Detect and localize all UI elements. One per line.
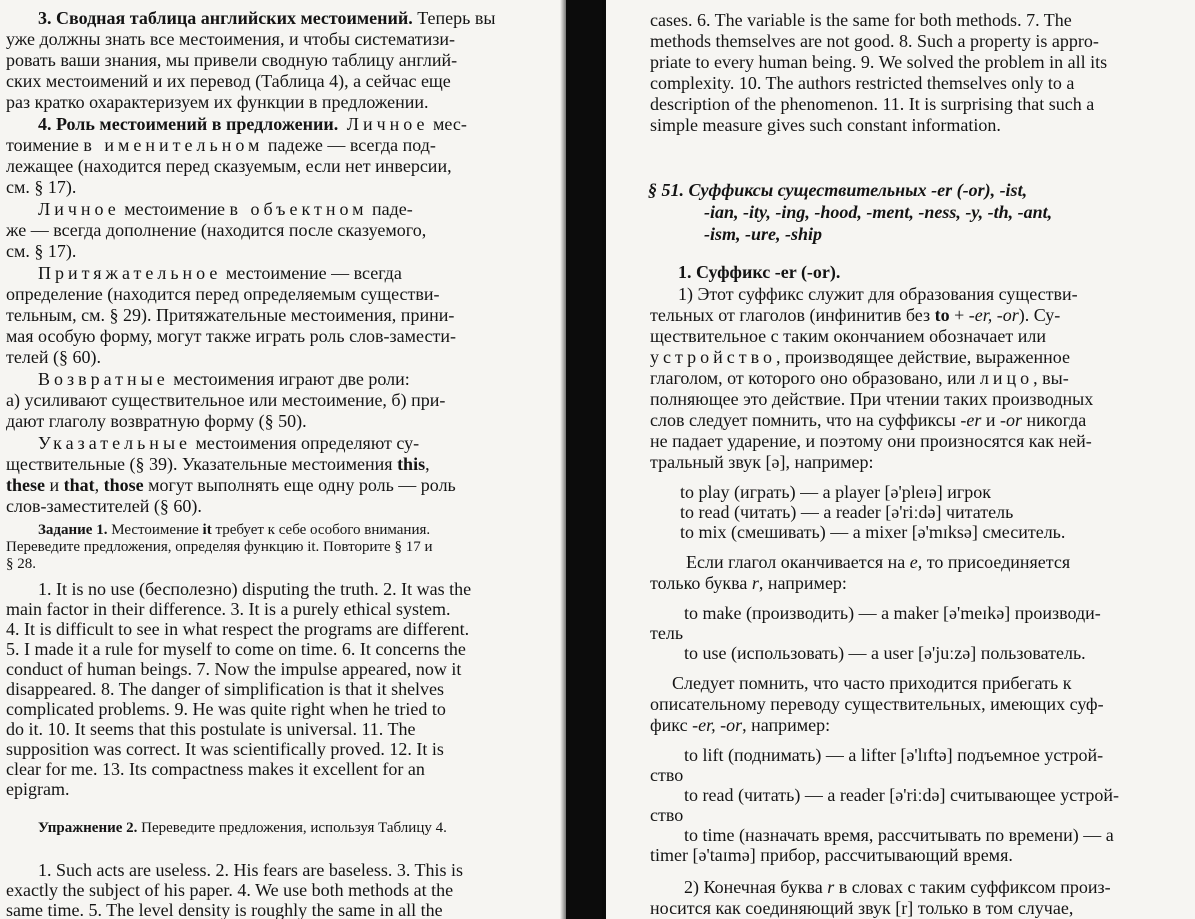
section-3-line-5: раз кратко охарактеризуем их функции в предложении. — [6, 92, 429, 112]
section-3-heading: 3. Сводная таблица английских местоимений. — [38, 8, 413, 28]
paragraph-1-line-6: полняющее это действие. При чтении таких производных — [650, 389, 1094, 409]
example-lift-line-1: to lift (поднимать) — a lifter [ə'lɪftə] подъемное устрой- — [684, 745, 1104, 765]
paragraph-3-line-2: описательному переводу существительных, имеющих суф- — [650, 694, 1104, 714]
section-heading-line-3: -ism, -ure, -ship — [704, 224, 823, 244]
exercise-1-line-6: disappeared. 8. The danger of simplification is that it shelves — [6, 679, 445, 699]
possessive-paragraph-line-3: тельным, см. § 29). Притяжательные местоимения, прини- — [6, 305, 455, 325]
continued-line-6: simple measure gives such constant information. — [650, 115, 1001, 135]
paragraph-1-line-9: тральный звук [ə], например: — [650, 452, 874, 472]
paragraph-1-line-8: не падает ударение, и поэтому они произносятся как ней- — [650, 431, 1092, 451]
section-4-heading: 4. Роль местоимений в предложении. — [38, 114, 339, 134]
example-read: to read (читать) — a reader [ə'riːdə] читатель — [680, 502, 1014, 522]
paragraph-1-line-1: 1) Этот суффикс служит для образования существи- — [678, 284, 1078, 304]
exercise-2-sentences-line-2: exactly the subject of his paper. 4. We use both methods at the — [6, 880, 454, 900]
right-page — [606, 0, 1195, 919]
section-3-line-1: 3. Сводная таблица английских местоимений. Теперь вы — [38, 8, 496, 28]
example-time-line-2: timer [ə'taɪmə] прибор, рассчитывающий время. — [650, 845, 1013, 865]
paragraph-1-line-2: тельных от глаголов (инфинитив без to + -er, -or). Су- — [650, 305, 1061, 325]
continued-line-3: priate to every human being. 9. We solved the problem in all its — [650, 52, 1108, 72]
demonstrative-paragraph-line-2: ществительные (§ 39). Указательные местоимения this, — [6, 454, 430, 474]
exercise-2-sentences-line-1: 1. Such acts are useless. 2. His fears are baseless. 3. This is — [38, 860, 464, 880]
demonstrative-paragraph-line-4: слов-заместителей (§ 60). — [6, 496, 202, 516]
example-use: to use (использовать) — a user [ə'juːzə] пользователь. — [684, 643, 1086, 663]
exercise-1-line-1: 1. It is no use (бесполезно) disputing the truth. 2. It was the — [38, 579, 472, 599]
section-heading-line-1: § 51. Суффиксы существительных -er (-or), -ist, — [648, 180, 1028, 200]
section-3-line-4: ских местоимений и их перевод (Таблица 4), а сейчас еще — [6, 71, 451, 91]
possessive-paragraph-line-5: телей (§ 60). — [6, 347, 101, 367]
example-make-line-1: to make (производить) — a maker [ə'meɪkə] производи- — [684, 603, 1101, 623]
paragraph-1-line-7: слов следует помнить, что на суффиксы -er и -or никогда — [650, 410, 1087, 430]
example-lift-line-2: ство — [650, 765, 684, 785]
exercise-1-line-4: 5. I made it a rule for myself to come on time. 6. It concerns the — [6, 639, 466, 659]
paragraph-1-line-3: ществительное с таким окончанием обозначает или — [650, 326, 1046, 346]
paragraph-2-line-2: только буква r, например: — [650, 573, 847, 593]
reflexive-paragraph-line-2: а) усиливают существительное или местоимение, б) при- — [6, 390, 446, 410]
paragraph-4-line-1: 2) Конечная буква r в словах с таким суффиксом произ- — [684, 877, 1111, 897]
task-1-line-3: § 28. — [6, 556, 36, 572]
example-read2-line-2: ство — [650, 805, 684, 825]
task-1-line-2: Переведите предложения, определяя функцию it. Повторите § 17 и — [6, 539, 433, 555]
objective-paragraph-line-2: же — всегда дополнение (находится после сказуемого, — [6, 220, 427, 240]
section-4-line-4: см. § 17). — [6, 177, 77, 197]
possessive-paragraph-line-2: определение (находится перед определяемым существи- — [6, 284, 440, 304]
continued-line-4: complexity. 10. The authors restricted themselves only to a — [650, 73, 1075, 93]
exercise-2-heading: Упражнение 2. — [38, 820, 138, 836]
paragraph-2-line-1: Если глагол оканчивается на e, то присоединяется — [686, 552, 1071, 572]
section-heading-line-2: -ian, -ity, -ing, -hood, -ment, -ness, -y, -th, -ant, — [704, 202, 1053, 222]
example-play: to play (играть) — a player [ə'pleɪə] игрок — [680, 482, 992, 502]
reflexive-paragraph-line-3: дают глаголу возвратную форму (§ 50). — [6, 411, 307, 431]
paragraph-4-line-2: носится как соединяющий звук [r] только в том случае, — [650, 898, 1074, 918]
exercise-2-line-1: Упражнение 2. Переведите предложения, используя Таблицу 4. — [38, 820, 447, 836]
possessive-paragraph-line-4: мая особую форму, могут также играть роль слов-замести- — [6, 326, 456, 346]
objective-paragraph-line-1: Личное местоимение в объектном паде- — [38, 199, 413, 219]
exercise-1-line-8: do it. 10. It seems that this postulate is universal. 11. The — [6, 719, 416, 739]
exercise-1-line-9: supposition was correct. It was scientifically proved. 12. It is — [6, 739, 444, 759]
page-gutter — [566, 0, 606, 919]
section-4-line-2: тоимение в именительном падеже — всегда под- — [6, 135, 436, 155]
exercise-1-line-11: epigram. — [6, 779, 70, 799]
continued-line-5: description of the phenomenon. 11. It is surprising that such a — [650, 94, 1095, 114]
section-3-line-3: ровать ваши знания, мы привели сводную таблицу англий- — [6, 50, 458, 70]
reflexive-paragraph-line-1: Возвратные местоимения играют две роли: — [38, 369, 410, 389]
paragraph-1-line-5: глаголом, от которого оно образовано, или лицо, вы- — [650, 368, 1069, 388]
exercise-1-line-5: conduct of human beings. 7. Now the impulse appeared, now it — [6, 659, 462, 679]
demonstrative-paragraph-line-1: Указательные местоимения определяют су- — [38, 433, 420, 453]
example-read2-line-1: to read (читать) — a reader [ə'riːdə] считывающее устрой- — [684, 785, 1119, 805]
possessive-paragraph-line-1: Притяжательное местоимение — всегда — [38, 263, 402, 283]
section-3-line-2: уже должны знать все местоимения, и чтобы систематизи- — [6, 29, 456, 49]
paragraph-1-line-4: устройство, производящее действие, выраженное — [650, 347, 1070, 367]
continued-line-1: cases. 6. The variable is the same for both methods. 7. The — [650, 10, 1072, 30]
section-4-line-1: 4. Роль местоимений в предложении. Личное мес- — [38, 114, 467, 134]
objective-paragraph-line-3: см. § 17). — [6, 241, 77, 261]
section-4-line-3: лежащее (находится перед сказуемым, если нет инверсии, — [6, 156, 452, 176]
continued-line-2: methods themselves are not good. 8. Such a property is appro- — [650, 31, 1099, 51]
exercise-1-line-10: clear for me. 13. Its compactness makes it excellent for an — [6, 759, 425, 779]
task-1-line-1: Задание 1. Местоимение it требует к себе особого внимания. — [38, 522, 431, 538]
subsection-1-title: 1. Суффикс -er (-or). — [678, 262, 841, 282]
demonstrative-paragraph-line-3: these и that, those могут выполнять еще одну роль — роль — [6, 475, 456, 495]
exercise-1-line-2: main factor in their difference. 3. It is a purely ethical system. — [6, 599, 451, 619]
exercise-1-line-3: 4. It is difficult to see in what respect the programs are different. — [6, 619, 470, 639]
exercise-1-line-7: complicated problems. 9. He was quite right when he tried to — [6, 699, 446, 719]
example-mix: to mix (смешивать) — a mixer [ə'mɪksə] смеситель. — [680, 522, 1066, 542]
paragraph-3-line-1: Следует помнить, что часто приходится прибегать к — [672, 673, 1072, 693]
left-page — [0, 0, 566, 919]
exercise-2-sentences-line-3: same time. 5. The level density is roughly the same in all the — [6, 900, 443, 919]
example-make-line-2: тель — [650, 623, 684, 643]
task-1-heading: Задание 1. — [38, 522, 108, 538]
example-time-line-1: to time (назначать время, рассчитывать по времени) — a — [684, 825, 1114, 845]
paragraph-3-line-3: фикс -er, -or, например: — [650, 715, 831, 735]
